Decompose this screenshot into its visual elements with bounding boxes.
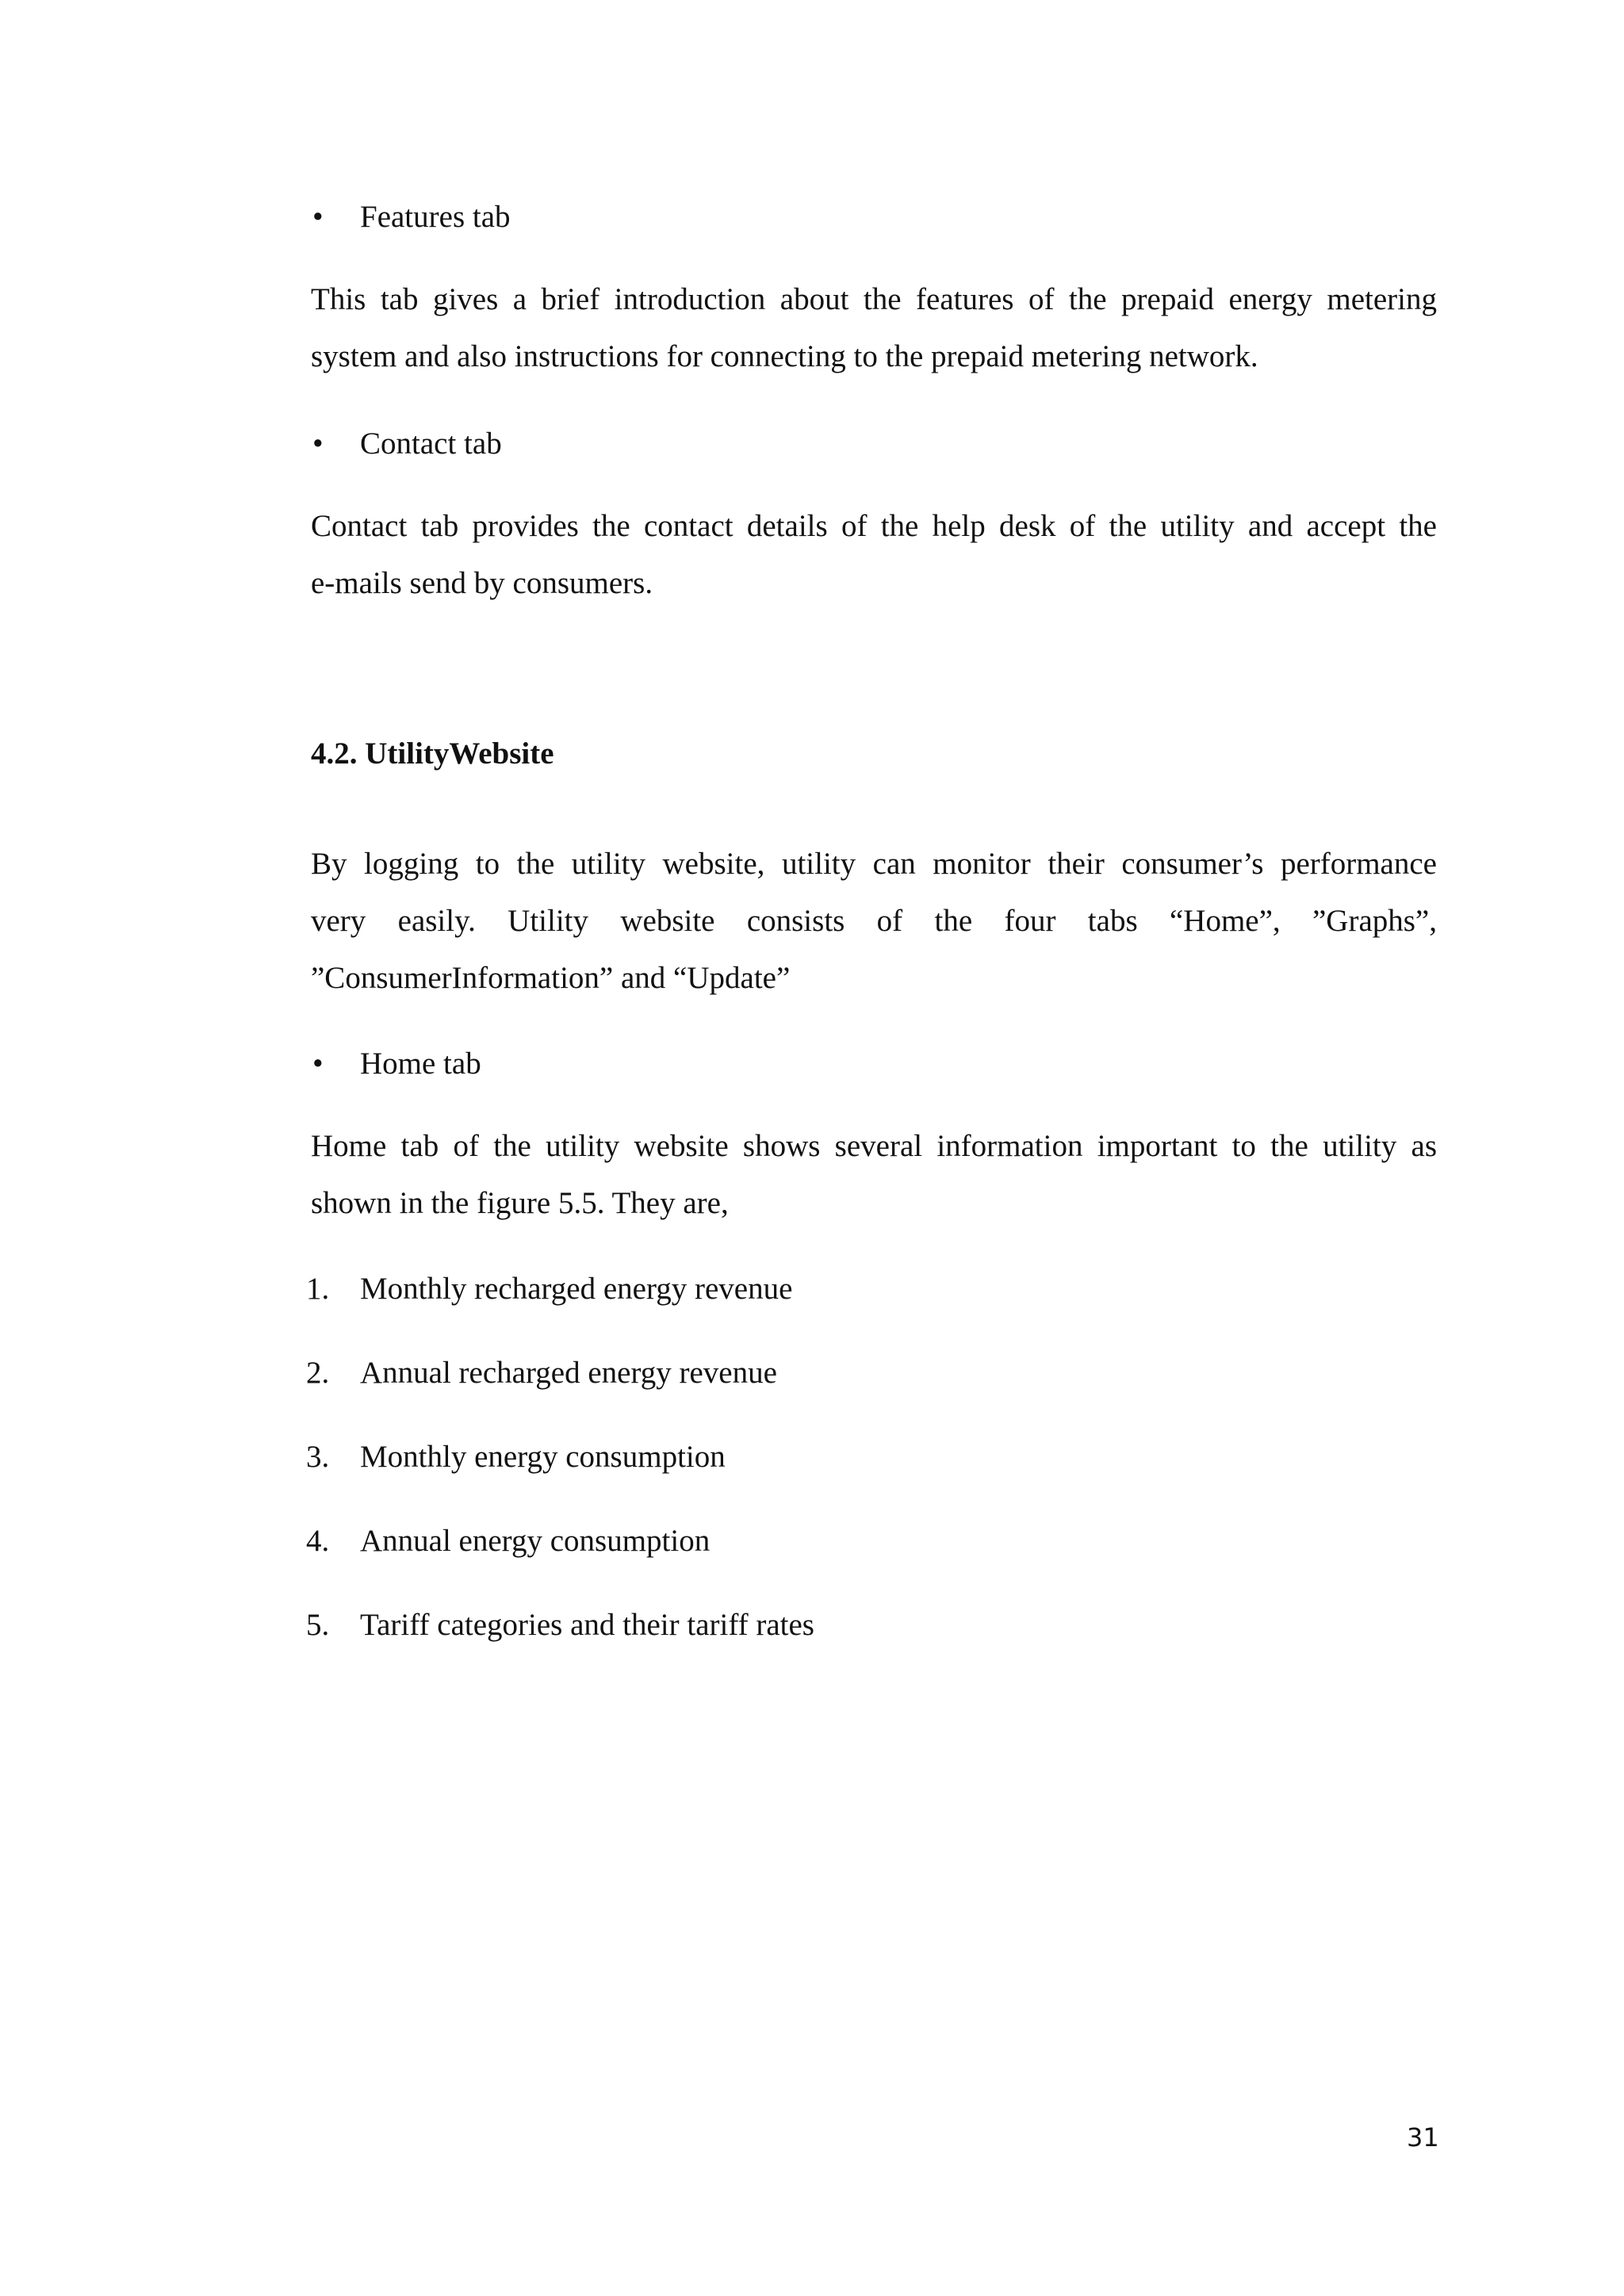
list-number: 3. xyxy=(306,1440,330,1474)
paragraph-line: By logging to the utility website, utility can monitor their consumer’s performance xyxy=(311,847,1437,881)
page-number: 31 xyxy=(1407,2122,1439,2152)
bullet-contact-tab xyxy=(312,425,502,463)
paragraph-line: shown in the figure 5.5. They are, xyxy=(311,1186,729,1220)
list-item xyxy=(306,1438,726,1476)
bullet-home-tab xyxy=(312,1045,481,1083)
section-heading: 4.2. UtilityWebsite xyxy=(311,737,554,771)
list-item xyxy=(306,1606,814,1644)
list-number: 5. xyxy=(306,1608,330,1642)
home-paragraph xyxy=(311,1118,1437,1232)
bullet-label: Home tab xyxy=(360,1047,481,1081)
paragraph-line: Contact tab provides the contact details of the help desk of the utility and accept the xyxy=(311,509,1437,543)
paragraph-line: This tab gives a brief introduction about the features of the prepaid energy metering xyxy=(311,282,1437,316)
paragraph-line: Home tab of the utility website shows several information important to the utility as xyxy=(311,1129,1437,1163)
bullet-dot-icon: • xyxy=(312,1047,324,1081)
list-text: Tariff categories and their tariff rates xyxy=(360,1608,814,1642)
bullet-label: Contact tab xyxy=(360,427,502,461)
contact-paragraph xyxy=(311,498,1437,612)
list-item xyxy=(306,1354,777,1392)
bullet-label: Features tab xyxy=(360,200,511,234)
paragraph-line: ”ConsumerInformation” and “Update” xyxy=(311,961,791,995)
paragraph-line: system and also instructions for connecting to the prepaid metering network. xyxy=(311,339,1258,373)
list-number: 1. xyxy=(306,1272,330,1306)
list-item xyxy=(306,1270,793,1308)
paragraph-line: e-mails send by consumers. xyxy=(311,566,653,600)
paragraph-line: very easily. Utility website consists of the four tabs “Home”, ”Graphs”, xyxy=(311,904,1437,938)
list-text: Monthly recharged energy revenue xyxy=(360,1272,793,1306)
list-text: Annual recharged energy revenue xyxy=(360,1356,777,1390)
list-number: 2. xyxy=(306,1356,330,1390)
list-item xyxy=(306,1522,710,1560)
section-paragraph xyxy=(311,836,1437,1007)
list-number: 4. xyxy=(306,1524,330,1558)
list-text: Monthly energy consumption xyxy=(360,1440,726,1474)
list-text: Annual energy consumption xyxy=(360,1524,710,1558)
features-paragraph xyxy=(311,271,1437,385)
bullet-dot-icon: • xyxy=(312,200,324,234)
bullet-features-tab xyxy=(312,198,511,236)
bullet-dot-icon: • xyxy=(312,427,324,461)
